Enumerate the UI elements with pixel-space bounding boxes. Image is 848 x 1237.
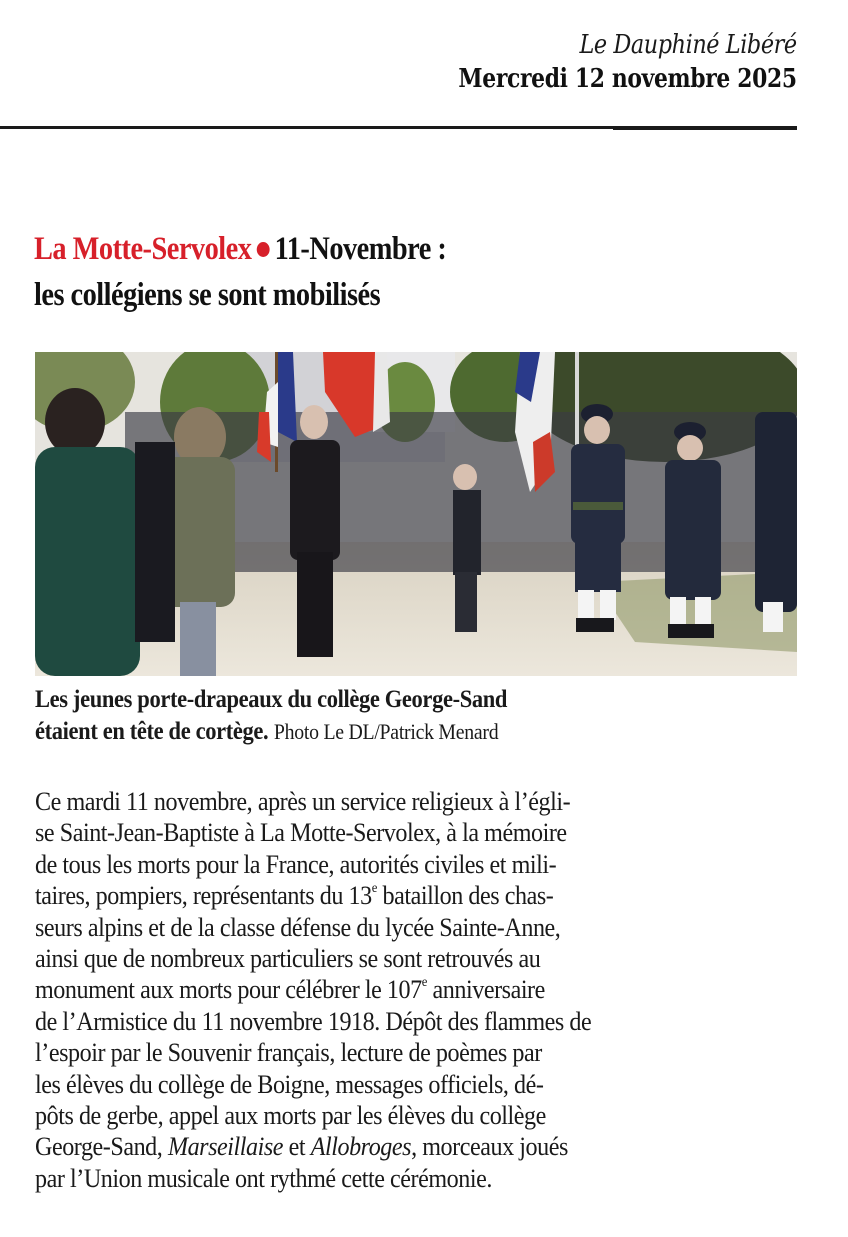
body-line: de tous les morts pour la France, autorités civiles et mili- [35, 848, 557, 879]
spectator-jeans [180, 602, 216, 676]
body-line: Ce mardi 11 novembre, après un service religieux à l’égli- [35, 786, 571, 816]
cadet-trousers [575, 542, 621, 592]
body-text-fragment: taires, pompiers, représentants du 13 [35, 880, 372, 911]
body-text-fragment: anniversaire [426, 974, 545, 1005]
cadet-belt [573, 502, 623, 510]
cadet-socks-2 [600, 590, 616, 620]
body-text-fragment: monument aux morts pour célébrer le 107 [35, 974, 422, 1005]
body-line [35, 880, 781, 911]
body-line: de l’Armistice du 11 novembre 1918. Dépôt des flammes de [35, 1005, 592, 1036]
spectator-dark [135, 442, 175, 642]
article-headline [34, 226, 688, 318]
bullet-dot-icon [257, 242, 270, 257]
body-text-fragment: et [283, 1131, 311, 1162]
ordinal-superscript: e [421, 975, 427, 991]
cadet-socks-5 [763, 602, 783, 632]
body-line: seurs alpins et de la classe défense du lycée Sainte-Anne, [35, 911, 561, 942]
article-body [35, 786, 781, 1194]
masthead-block [394, 28, 797, 96]
cadet-head [584, 416, 610, 444]
article-photo [35, 352, 797, 676]
body-line: l’espoir par le Souvenir français, lecture de poèmes par [35, 1037, 542, 1068]
child-legs [455, 572, 477, 632]
body-line: par l’Union musicale ont rythmé cette cérémonie. [35, 1162, 492, 1193]
child-body [453, 490, 481, 575]
caption-line1: Les jeunes porte-drapeaux du collège George-Sand [35, 686, 508, 713]
cadet-socks-3 [670, 597, 686, 625]
body-line: pôts de gerbe, appel aux morts par les élèves du collège [35, 1100, 546, 1131]
body-line [35, 974, 781, 1005]
cadet-body-3 [755, 412, 797, 612]
flag-bearer-head [300, 405, 328, 439]
header-rule-step [613, 128, 797, 130]
location-kicker: La Motte-Servolex [34, 231, 252, 267]
body-text-fragment: , morceaux joués [411, 1131, 568, 1162]
cadet-body-2 [665, 460, 721, 600]
body-text-fragment: George-Sand, [35, 1131, 168, 1162]
spectator-green-coat [35, 447, 140, 676]
body-text-fragment: bataillon des chas- [376, 880, 554, 911]
headline-title-line1: 11-Novembre : [274, 231, 447, 267]
italic-title-allobroges: Allobroges [310, 1131, 412, 1162]
newspaper-name: Le Dauphiné Libéré [579, 30, 797, 60]
spectator-head [45, 388, 105, 456]
cadet-jacket [571, 444, 625, 544]
body-line: les élèves du collège de Boigne, messages officiels, dé- [35, 1068, 544, 1099]
photo-credit: Photo Le DL/Patrick Menard [273, 719, 499, 744]
ordinal-superscript: e [371, 881, 377, 897]
photo-caption [35, 684, 755, 748]
publication-date: Mercredi 12 novembre 2025 [458, 64, 797, 94]
cadet-head-2 [677, 435, 703, 461]
caption-line2: étaient en tête de cortège. [35, 718, 269, 745]
cadet-boots [576, 618, 614, 632]
flag-white-2 [373, 352, 390, 432]
cadet-boots-2 [668, 624, 714, 638]
cadet-socks [578, 590, 594, 620]
body-line [35, 1131, 781, 1162]
headline-title-line2: les collégiens se sont mobilisés [34, 277, 381, 313]
body-line: se Saint-Jean-Baptiste à La Motte-Servolex, à la mémoire [35, 817, 567, 848]
italic-title-marseillaise: Marseillaise [167, 1131, 284, 1162]
ceremony-photo-illustration [35, 352, 797, 676]
child-head [453, 464, 477, 490]
flag-bearer-body [290, 440, 340, 560]
cadet-socks-4 [695, 597, 711, 625]
body-line: ainsi que de nombreux particuliers se sont retrouvés au [35, 943, 541, 974]
flag-bearer-legs [297, 552, 333, 657]
